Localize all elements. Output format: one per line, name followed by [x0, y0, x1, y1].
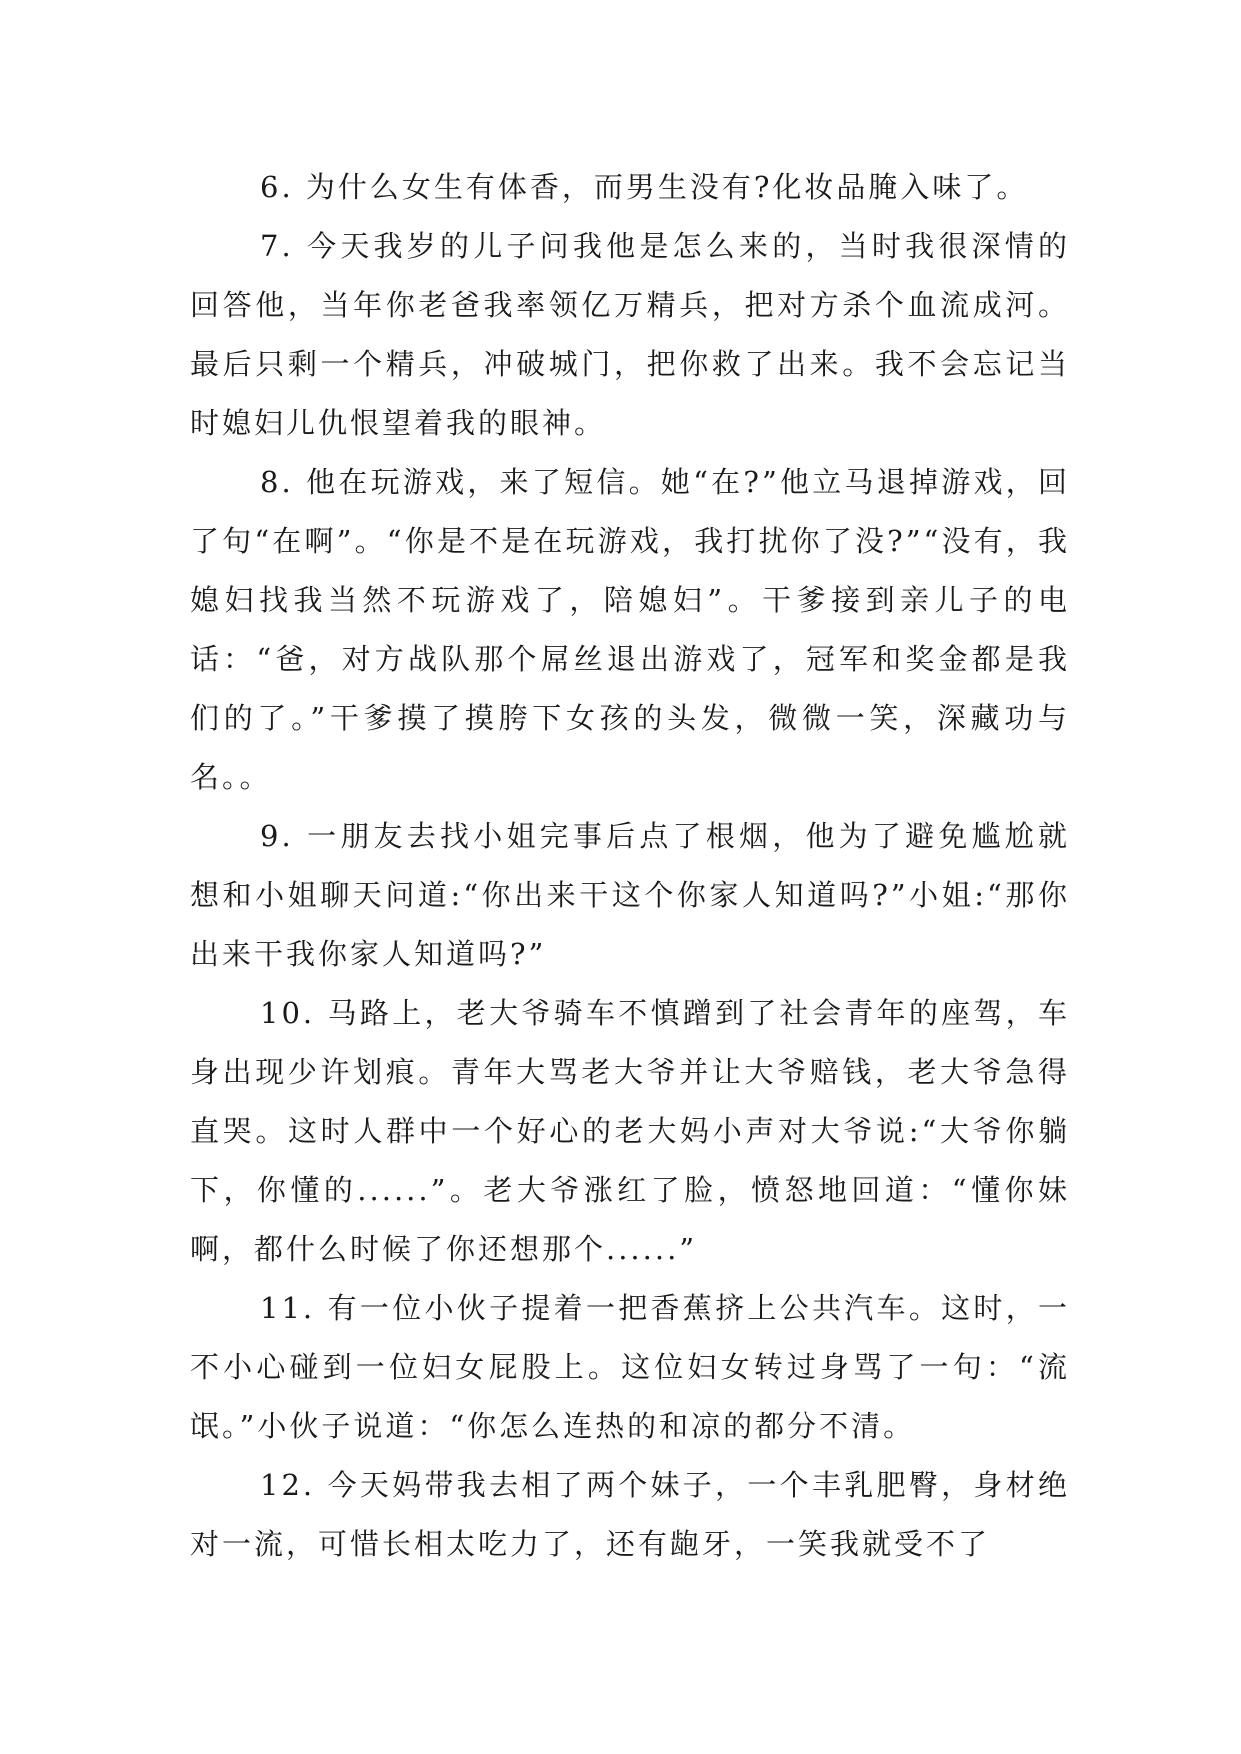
paragraph-7: 7. 今天我岁的儿子问我他是怎么来的，当时我很深情的回答他，当年你老爸我率领亿万精兵，把对方杀个血流成河。最后只剩一个精兵，冲破城门，把你救了出来。我不会忘记当时媳妇儿仇恨望着我的眼神。 — [190, 229, 1070, 440]
paragraph-10: 10. 马路上，老大爷骑车不慎蹭到了社会青年的座驾，车身出现少许划痕。青年大骂老大爷并让大爷赔钱，老大爷急得直哭。这时人群中一个好心的老大妈小声对大爷说:“大爷你躺下，你懂的......”。老大爷涨红了脸，愤怒地回道：“懂你妹啊，都什么时候了你还想那个......” — [190, 996, 1070, 1266]
paragraph-11: 11. 有一位小伙子提着一把香蕉挤上公共汽车。这时，一不小心碰到一位妇女屁股上。这位妇女转过身骂了一句：“流氓。”小伙子说道：“你怎么连热的和凉的都分不清。 — [190, 1291, 1070, 1443]
paragraph-12: 12. 今天妈带我去相了两个妹子，一个丰乳肥臀，身材绝对一流，可惜长相太吃力了，还有龅牙，一笑我就受不了 — [190, 1468, 1070, 1561]
paragraph-9: 9. 一朋友去找小姐完事后点了根烟，他为了避免尴尬就想和小姐聊天问道:“你出来干这个你家人知道吗?”小姐:“那你出来干我你家人知道吗?” — [190, 819, 1070, 971]
paragraph-8: 8. 他在玩游戏，来了短信。她“在?”他立马退掉游戏，回了句“在啊”。“你是不是在玩游戏，我打扰你了没?”“没有，我媳妇找我当然不玩游戏了，陪媳妇”。干爹接到亲儿子的电话：“爸，对方战队那个屌丝退出游戏了，冠军和奖金都是我们的了。”干爹摸了摸胯下女孩的头发，微微一笑，深藏功与名。。 — [190, 465, 1070, 794]
document-body — [190, 158, 1070, 1574]
paragraph-6: 6. 为什么女生有体香，而男生没有?化妆品腌入味了。 — [260, 170, 1029, 204]
